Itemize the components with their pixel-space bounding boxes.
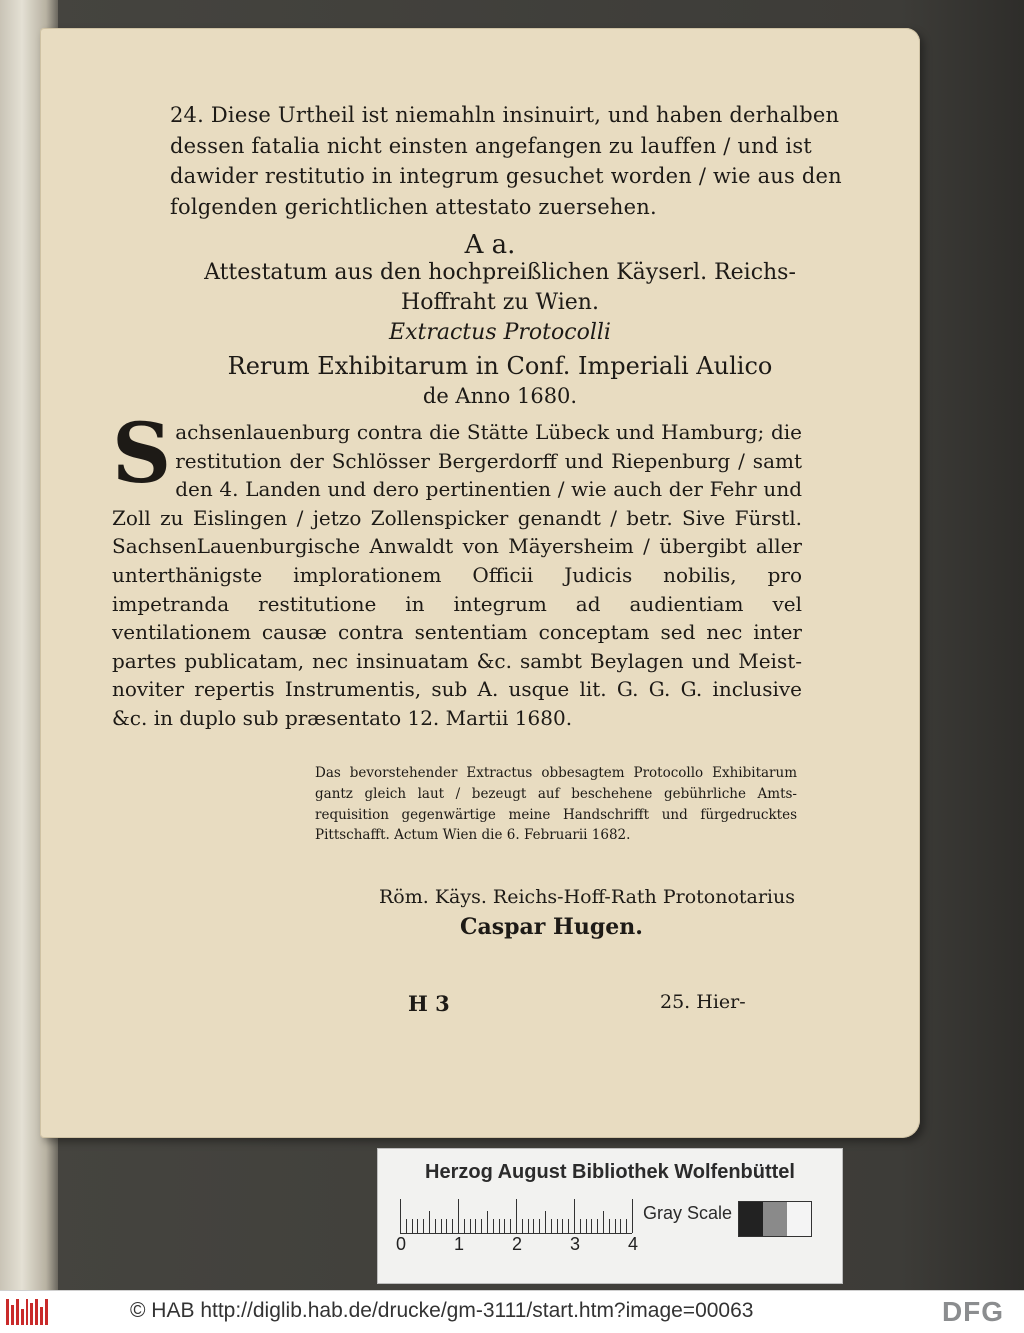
ruler-tick xyxy=(609,1219,610,1233)
color-scale-card xyxy=(377,1148,843,1284)
hab-logo-bar xyxy=(21,1309,24,1325)
attestatum-title: Attestatum aus den hochpreißlichen Käyserl. Reichs-Hoffraht zu Wien. xyxy=(204,260,796,315)
attestation-note: Das bevorstehender Extractus obbesagtem Protocollo Exhibitarum gantz gleich laut / bezeugt auf beschehene gebührliche Amts-requisition gegenwärtige meine Handschrifft und fürgedrucktes Pittschafft. Actum Wien die 6. Februarii 1682. xyxy=(315,765,797,844)
ruler-tick xyxy=(406,1219,407,1233)
ruler-tick xyxy=(475,1219,476,1233)
ruler-tick xyxy=(545,1211,546,1233)
ruler-number-1: 1 xyxy=(454,1234,465,1254)
ruler-tick xyxy=(574,1199,575,1233)
hab-logo-icon[interactable] xyxy=(6,1299,48,1325)
hab-logo-bar xyxy=(11,1305,14,1325)
gray-scale-label: Gray Scale xyxy=(643,1203,733,1223)
ruler-tick xyxy=(499,1219,500,1233)
viewer-footer xyxy=(0,1290,1024,1333)
catchword: 25. Hier- xyxy=(660,991,746,1013)
ruler-tick xyxy=(568,1219,569,1233)
ruler-tick xyxy=(626,1219,627,1233)
hab-logo-bar xyxy=(6,1299,9,1325)
ruler-tick xyxy=(516,1199,517,1233)
hab-logo-bar xyxy=(35,1299,38,1325)
ruler-tick xyxy=(429,1211,430,1233)
ruler-tick xyxy=(458,1199,459,1233)
rerum-heading: Rerum Exhibitarum in Conf. Imperiali Aulico xyxy=(227,352,773,380)
library-title: Herzog August Bibliothek Wolfenbüttel xyxy=(425,1161,795,1183)
ruler xyxy=(400,1197,632,1234)
ruler-tick xyxy=(586,1219,587,1233)
ruler-tick xyxy=(400,1199,401,1233)
ruler-number-0: 0 xyxy=(396,1234,407,1254)
ruler-tick xyxy=(412,1219,413,1233)
ruler-tick xyxy=(615,1219,616,1233)
signature-mark: H 3 xyxy=(408,991,450,1016)
ruler-tick xyxy=(580,1219,581,1233)
swatch-light xyxy=(787,1202,811,1236)
ruler-tick xyxy=(528,1219,529,1233)
ruler-tick xyxy=(441,1219,442,1233)
anno-heading: de Anno 1680. xyxy=(422,384,578,408)
hab-logo-bar xyxy=(16,1299,19,1325)
hab-logo-bar xyxy=(26,1299,29,1325)
ruler-tick xyxy=(603,1211,604,1233)
document-page xyxy=(40,28,920,1138)
ruler-tick xyxy=(493,1219,494,1233)
ruler-tick xyxy=(539,1219,540,1233)
ruler-number-2: 2 xyxy=(512,1234,523,1254)
dfg-logo[interactable]: DFG xyxy=(941,1296,1005,1327)
hab-logo-bar xyxy=(45,1299,48,1325)
ruler-tick xyxy=(504,1219,505,1233)
ruler-tick xyxy=(481,1219,482,1233)
protocol-body xyxy=(112,406,802,733)
gray-scale-swatches xyxy=(738,1201,812,1237)
ruler-tick xyxy=(562,1219,563,1233)
ruler-tick xyxy=(551,1219,552,1233)
hab-logo-bar xyxy=(40,1307,43,1325)
drop-capital: S xyxy=(112,406,172,502)
signer-title: Röm. Käys. Reichs-Hoff-Rath Protonotarius xyxy=(379,886,795,908)
swatch-mid xyxy=(763,1202,787,1236)
ruler-tick xyxy=(452,1219,453,1233)
ruler-tick xyxy=(417,1219,418,1233)
ruler-tick xyxy=(620,1219,621,1233)
ruler-tick xyxy=(435,1219,436,1233)
ruler-tick xyxy=(632,1199,633,1233)
signature-name: Caspar Hugen. xyxy=(460,914,643,940)
paragraph-24: 24. Diese Urtheil ist niemahln insinuirt, und haben derhalben dessen fatalia nicht einsten angefangen zu lauffen / und ist dawider restitutio in integrum gesuchet worden / wie aus den folgenden gerichtlichen attestato zuersehen. xyxy=(170,103,842,219)
copyright-link[interactable]: © HAB http://diglib.hab.de/drucke/gm-3111/start.htm?image=00063 xyxy=(130,1299,754,1322)
ruler-tick xyxy=(470,1219,471,1233)
ruler-tick xyxy=(522,1219,523,1233)
ruler-tick xyxy=(423,1219,424,1233)
ruler-tick xyxy=(533,1219,534,1233)
ruler-number-3: 3 xyxy=(570,1234,581,1254)
ruler-number-4: 4 xyxy=(628,1234,639,1254)
protocol-body-text: achsenlauenburg contra die Stätte Lübeck und Hamburg; die restitution der Schlösser Bergerdorff und Riepenburg / samt den 4. Landen und dero pertinentien / wie auch der Fehr und Zoll zu Eislingen / jetzo Zollenspicker genandt / betr. Sive Fürstl. SachsenLauenburgische Anwaldt von Mäyersheim / übergibt aller unterthänigste implorationem Officii Judicis nobilis, pro impetranda restitutione in integrum ad audientiam vel ventilationem causæ contra sententiam conceptam sed nec inter partes publicatam, nec insinuatam &c. sambt Beylagen und Meist-noviter repertis Instrumentis, sub A. usque lit. G. G. G. inclusive &c. in duplo sub præsentato 12. Martii 1680. xyxy=(112,420,802,730)
ruler-tick xyxy=(487,1211,488,1233)
section-mark: A a. xyxy=(464,230,516,260)
ruler-tick xyxy=(464,1219,465,1233)
ruler-tick xyxy=(597,1219,598,1233)
extractus-heading: Extractus Protocolli xyxy=(389,320,611,345)
ruler-tick xyxy=(591,1219,592,1233)
swatch-dark xyxy=(739,1202,763,1236)
ruler-tick xyxy=(510,1219,511,1233)
ruler-tick xyxy=(446,1219,447,1233)
ruler-tick xyxy=(557,1219,558,1233)
hab-logo-bar xyxy=(30,1303,33,1325)
